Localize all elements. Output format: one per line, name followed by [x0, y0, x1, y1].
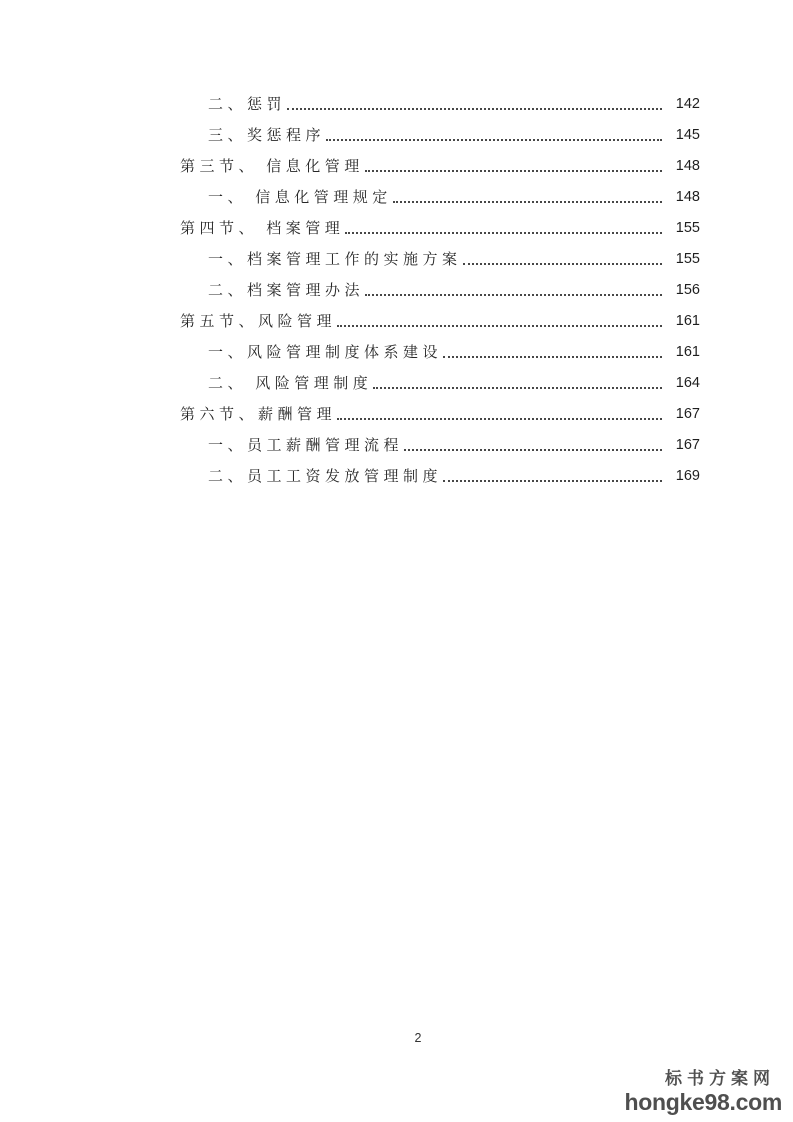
toc-entry[interactable]: [180, 460, 700, 491]
toc-entry-page-number: 155: [675, 250, 700, 267]
toc-dot-leader: [443, 480, 662, 482]
toc-entry-page-number: 161: [675, 343, 700, 360]
toc-dot-leader: [337, 418, 662, 420]
toc-entry-label: 三、奖惩程序: [208, 128, 326, 144]
toc-entry[interactable]: [180, 305, 700, 336]
toc-dot-leader: [463, 263, 662, 265]
toc-entry[interactable]: [180, 367, 700, 398]
toc-entry-label: 二、档案管理办法: [208, 283, 365, 299]
toc-entry-label: 二、惩罚: [208, 97, 287, 113]
toc-entry[interactable]: [180, 212, 700, 243]
watermark-site-domain: hongke98.com: [624, 1088, 782, 1115]
toc-dot-leader: [365, 170, 662, 172]
toc-entry-label: 二、员工工资发放管理制度: [208, 469, 443, 485]
toc-entry[interactable]: [180, 243, 700, 274]
toc-entry-page-number: 145: [675, 126, 700, 143]
toc-dot-leader: [345, 232, 662, 234]
toc-entry[interactable]: [180, 274, 700, 305]
toc-entry-label: 一、档案管理工作的实施方案: [208, 252, 462, 268]
toc-dot-leader: [443, 356, 662, 358]
toc-entry[interactable]: [180, 88, 700, 119]
toc-entry-page-number: 142: [675, 95, 700, 112]
toc-entry-page-number: 155: [675, 219, 700, 236]
toc-dot-leader: [287, 108, 662, 110]
toc-dot-leader: [326, 139, 662, 141]
watermark: [625, 1070, 782, 1115]
toc-entry[interactable]: [180, 119, 700, 150]
toc-entry[interactable]: [180, 429, 700, 460]
toc-entry-page-number: 169: [675, 467, 700, 484]
table-of-contents: [180, 88, 700, 491]
toc-entry-label: 第五节、风险管理: [180, 314, 337, 330]
toc-entry-page-number: 156: [675, 281, 700, 298]
toc-entry-page-number: 167: [675, 405, 700, 422]
toc-entry-label: 一、 信息化管理规定: [208, 190, 392, 206]
toc-entry-page-number: 164: [675, 374, 700, 391]
toc-entry[interactable]: [180, 181, 700, 212]
toc-entry-label: 二、 风险管理制度: [208, 376, 373, 392]
toc-entry-label: 第三节、 信息化管理: [180, 159, 364, 175]
toc-entry-page-number: 148: [675, 157, 700, 174]
toc-entry-page-number: 161: [675, 312, 700, 329]
toc-dot-leader: [393, 201, 662, 203]
toc-dot-leader: [365, 294, 662, 296]
watermark-site-name: 标书方案网: [665, 1068, 775, 1088]
toc-entry[interactable]: [180, 336, 700, 367]
toc-dot-leader: [373, 387, 662, 389]
page-number-footer: 2: [414, 1031, 422, 1045]
toc-entry-page-number: 148: [675, 188, 700, 205]
toc-entry[interactable]: [180, 398, 700, 429]
toc-dot-leader: [404, 449, 662, 451]
toc-entry-label: 一、员工薪酬管理流程: [208, 438, 404, 454]
toc-entry-label: 第六节、薪酬管理: [180, 407, 337, 423]
toc-entry-label: 第四节、 档案管理: [180, 221, 345, 237]
toc-entry-page-number: 167: [675, 436, 700, 453]
toc-dot-leader: [337, 325, 662, 327]
toc-entry-label: 一、风险管理制度体系建设: [208, 345, 443, 361]
toc-entry[interactable]: [180, 150, 700, 181]
